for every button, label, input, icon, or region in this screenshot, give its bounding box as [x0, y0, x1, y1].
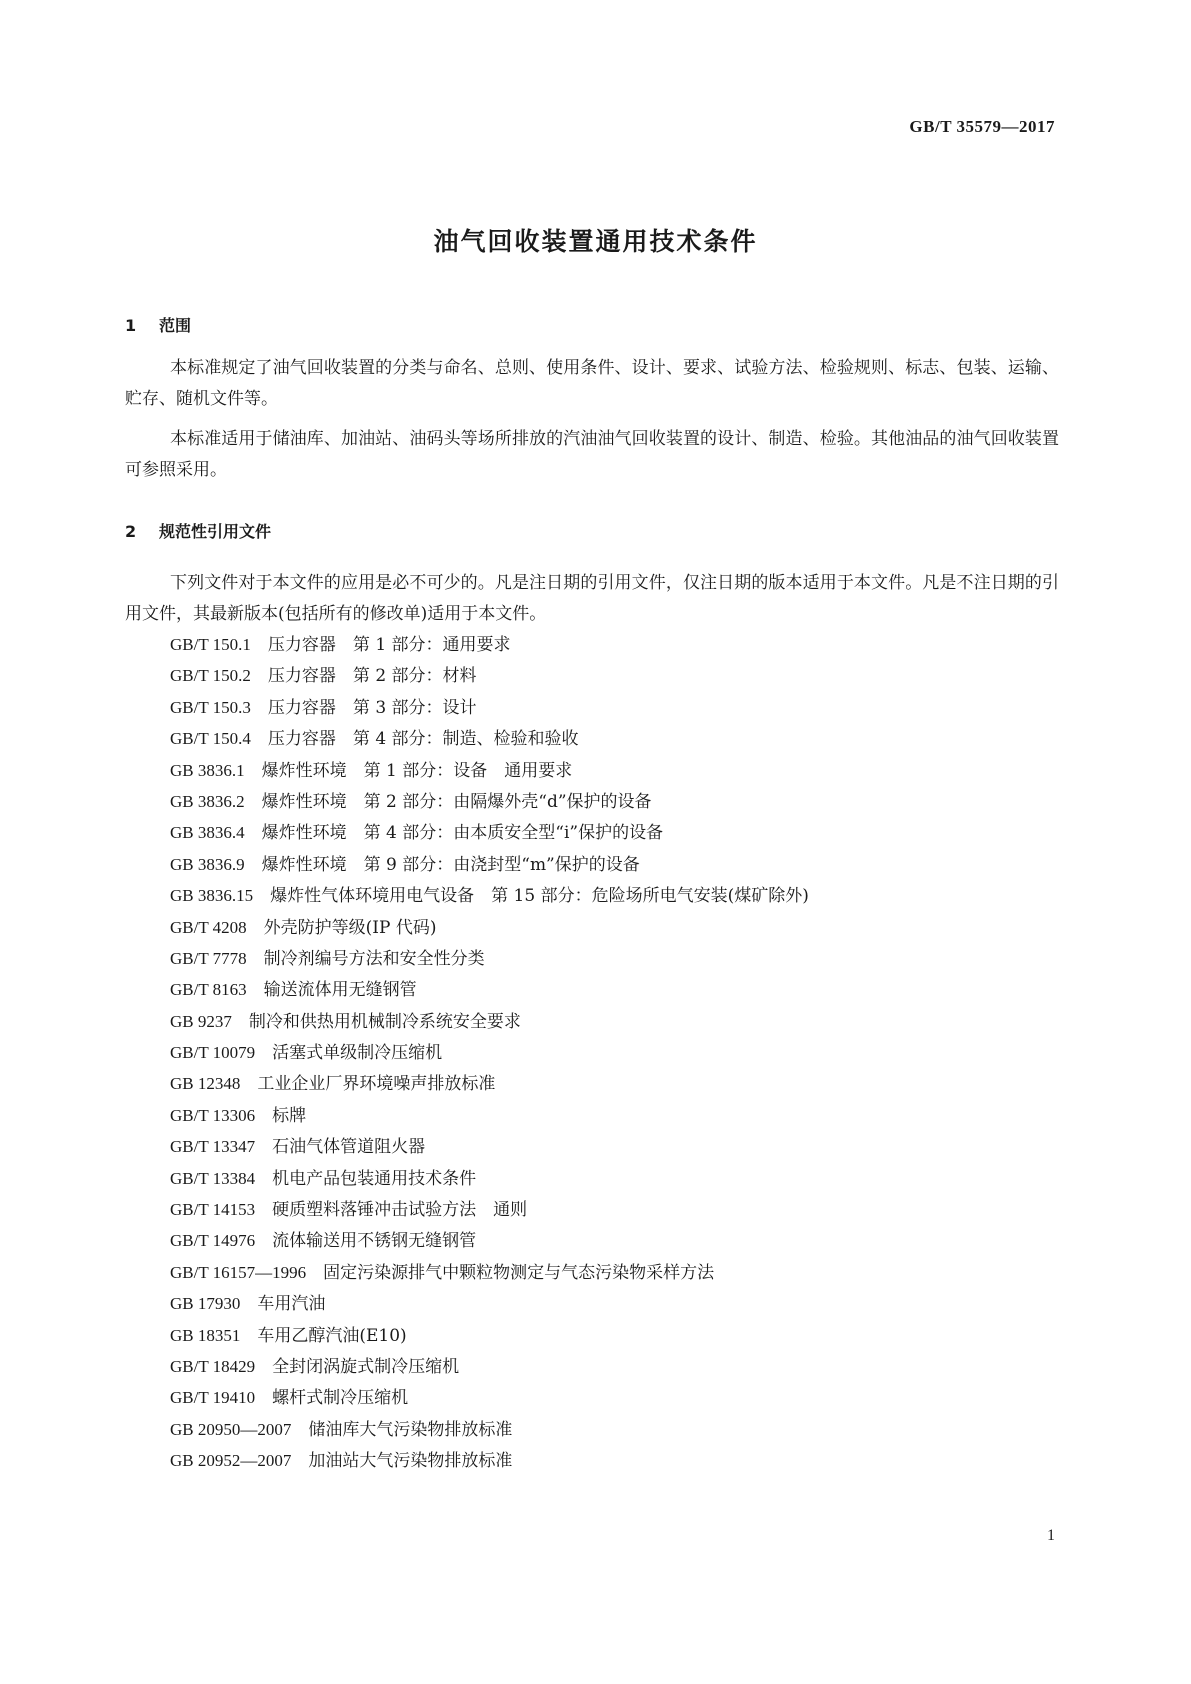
reference-item [170, 880, 1050, 911]
reference-code: GB 3836.15 [170, 886, 254, 906]
reference-title: 爆炸性环境 第 2 部分：由隔爆外壳“d”保护的设备 [261, 791, 652, 812]
section-heading-scope [125, 313, 191, 336]
reference-code: GB 17930 [170, 1294, 241, 1314]
reference-code: GB/T 18429 [170, 1356, 256, 1376]
reference-title: 压力容器 第 2 部分：材料 [267, 666, 477, 687]
reference-code: GB/T 10079 [170, 1043, 256, 1063]
reference-title: 压力容器 第 3 部分：设计 [267, 697, 477, 718]
scope-paragraph-1: 本标准规定了油气回收装置的分类与命名、总则、使用条件、设计、要求、试验方法、检验规则、标志、包装、运输、贮存、随机文件等。 [125, 358, 1059, 409]
reference-item [170, 1163, 1050, 1194]
reference-title: 爆炸性环境 第 1 部分：设备 通用要求 [261, 760, 573, 781]
reference-title: 爆炸性环境 第 4 部分：由本质安全型“i”保护的设备 [261, 823, 664, 844]
reference-item [170, 1351, 1050, 1382]
reference-item [170, 755, 1050, 786]
reference-code: GB 20952—2007 [170, 1451, 292, 1471]
reference-code: GB 20950—2007 [170, 1419, 292, 1439]
reference-code: GB 3836.4 [170, 823, 245, 843]
reference-item [170, 1100, 1050, 1131]
reference-title: 爆炸性气体环境用电气设备 第 15 部分：危险场所电气安装(煤矿除外) [270, 886, 809, 907]
reference-title: 车用乙醇汽油(E10) [257, 1325, 407, 1346]
reference-title: 压力容器 第 4 部分：制造、检验和验收 [267, 729, 579, 750]
reference-item [170, 1225, 1050, 1256]
reference-title: 制冷和供热用机械制冷系统安全要求 [248, 1011, 521, 1032]
reference-code: GB/T 7778 [170, 948, 247, 968]
reference-item [170, 817, 1050, 848]
reference-item [170, 1037, 1050, 1068]
reference-code: GB/T 13306 [170, 1105, 256, 1125]
reference-code: GB 3836.9 [170, 854, 245, 874]
reference-item [170, 1194, 1050, 1225]
reference-code: GB 12348 [170, 1074, 241, 1094]
scope-paragraph-2: 本标准适用于储油库、加油站、油码头等场所排放的汽油油气回收装置的设计、制造、检验。其他油品的油气回收装置可参照采用。 [125, 429, 1059, 480]
reference-title: 机电产品包装通用技术条件 [272, 1168, 477, 1189]
reference-item [170, 1445, 1050, 1476]
reference-item [170, 692, 1050, 723]
reference-title: 外壳防护等级(IP 代码) [263, 917, 437, 938]
reference-code: GB/T 150.4 [170, 729, 251, 749]
reference-item [170, 912, 1050, 943]
reference-title: 流体输送用不锈钢无缝钢管 [272, 1231, 477, 1252]
reference-item [170, 1068, 1050, 1099]
reference-item [170, 1382, 1050, 1413]
reference-code: GB 3836.1 [170, 760, 245, 780]
reference-code: GB 3836.2 [170, 791, 245, 811]
reference-item [170, 1288, 1050, 1319]
reference-code: GB 18351 [170, 1325, 241, 1345]
reference-item [170, 1131, 1050, 1162]
reference-item [170, 660, 1050, 691]
reference-code: GB/T 150.3 [170, 697, 251, 717]
reference-title: 螺杆式制冷压缩机 [272, 1388, 409, 1409]
section-title: 范围 [159, 316, 192, 335]
page-number: 1 [1047, 1527, 1055, 1544]
document-title: 油气回收装置通用技术条件 [433, 227, 758, 256]
reference-title: 活塞式单级制冷压缩机 [272, 1043, 443, 1064]
reference-title: 固定污染源排气中颗粒物测定与气态污染物采样方法 [323, 1262, 715, 1283]
reference-title: 制冷剂编号方法和安全性分类 [263, 948, 485, 969]
section-number: 2 [125, 522, 137, 541]
reference-item [170, 1006, 1050, 1037]
reference-code: GB/T 14153 [170, 1200, 256, 1220]
reference-code: GB/T 150.1 [170, 635, 251, 654]
reference-item [170, 1414, 1050, 1445]
reference-code: GB/T 8163 [170, 980, 247, 1000]
reference-code: GB/T 19410 [170, 1388, 256, 1408]
reference-code: GB/T 14976 [170, 1231, 256, 1251]
reference-code: GB 9237 [170, 1011, 232, 1031]
standard-number: GB/T 35579—2017 [909, 117, 1055, 136]
reference-code: GB/T 150.2 [170, 666, 251, 686]
reference-title: 工业企业厂界环境噪声排放标准 [257, 1074, 496, 1095]
section-title: 规范性引用文件 [159, 522, 272, 541]
reference-title: 标牌 [272, 1105, 307, 1126]
reference-item [170, 629, 1050, 660]
reference-title: 车用汽油 [257, 1294, 326, 1315]
reference-item [170, 943, 1050, 974]
section-heading-normative-references [125, 519, 271, 542]
reference-title: 压力容器 第 1 部分：通用要求 [267, 635, 511, 655]
reference-item [170, 974, 1050, 1005]
reference-item [170, 723, 1050, 754]
reference-title: 加油站大气污染物排放标准 [308, 1451, 513, 1472]
reference-item [170, 1257, 1050, 1288]
reference-code: GB/T 16157—1996 [170, 1262, 307, 1282]
reference-list [170, 629, 1050, 1477]
references-intro: 下列文件对于本文件的应用是必不可少的。凡是注日期的引用文件，仅注日期的版本适用于本文件。凡是不注日期的引用文件，其最新版本(包括所有的修改单)适用于本文件。 [125, 573, 1059, 624]
reference-item [170, 849, 1050, 880]
section-number: 1 [125, 316, 137, 335]
reference-title: 硬质塑料落锤冲击试验方法 通则 [272, 1200, 528, 1221]
reference-title: 爆炸性环境 第 9 部分：由浇封型“m”保护的设备 [261, 854, 640, 875]
reference-code: GB/T 4208 [170, 917, 247, 937]
reference-item [170, 1320, 1050, 1351]
reference-code: GB/T 13384 [170, 1168, 256, 1188]
reference-title: 全封闭涡旋式制冷压缩机 [272, 1356, 460, 1377]
reference-title: 储油库大气污染物排放标准 [308, 1419, 513, 1440]
reference-title: 石油气体管道阻火器 [272, 1137, 426, 1158]
reference-code: GB/T 13347 [170, 1137, 256, 1157]
reference-title: 输送流体用无缝钢管 [263, 980, 417, 1001]
reference-item [170, 786, 1050, 817]
